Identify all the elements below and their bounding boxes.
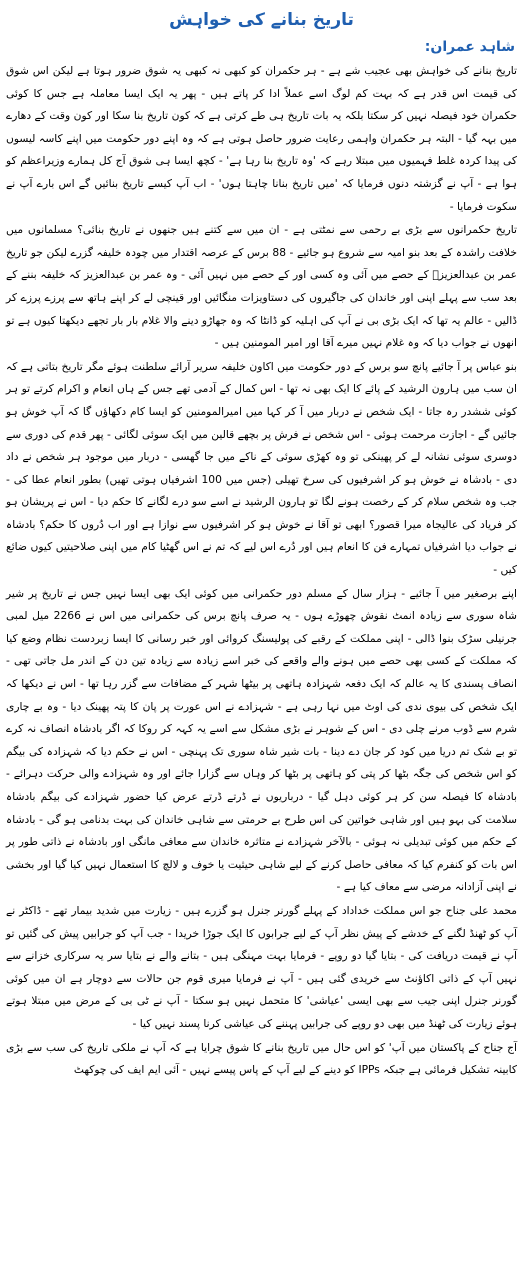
article-paragraph: تاریخ حکمرانوں سے بڑی بے رحمی سے نمٹتی ہے - ان میں سے کتنے ہیں جنھوں نے تاریخ بنائی؟ مسلمانوں میں خلافت راشدہ کے بعد بنو امیہ سے شروع ہو جائیے - 88 برس کے عرصہ اقتدار میں چودہ خلیفہ گزرے لیکن جو تاریخ عمر بن عبدالعزیزؒ کے حصے میں آئی وہ کسی اور کے حصے میں نہیں آئی - وہ عمر بن عبدالعزیز کہ خلیفہ بننے کے بعد سب سے پہلے اپنی اور خاندان کی جاگیروں کی دستاویزات منگائیں اور قینچی لے کر اپنے ہاتھ سے پرزے پرزے کر ڈالیں - عالم یہ تھا کہ ایک بڑی بی نے آپ کی اہلیہ کو ڈانٹا کہ وہ جھاڑو دینے والا غلام بار بار تجھے دیکھتا کیوں ہے تو انھوں نے جواب دیا کہ وہ غلام نہیں میرے آقا اور امیر المومنین ہیں - [6,223,518,350]
article-body [6,60,517,1082]
article-paragraph: اپنے برصغیر میں آ جائیے - ہزار سال کے مسلم دور حکمرانی میں کوئی ایک بھی ایسا نہیں جس نے تاریخ پر شیر شاہ سوری سے زیادہ انمٹ نقوش چھوڑے ہوں - یہ صرف پانچ برس کی حکمرانی میں اس نے 2266 میل لمبی جرنیلی سڑک بنوا ڈالی - اپنی مملکت کے رقبے کی پولیسنگ کروائی اور خبر رسانی کا ایسا زبردست نظام وضع کیا کہ مملکت کے کسی بھی حصے میں ہونے والے واقعے کی خبر اسے زیادہ سے زیادہ تین دن کے اندر مل جاتی تھی - انصاف پسندی کا یہ عالم کہ ایک دفعہ شہزادہ ہاتھی پر بیٹھا شہر کے مضافات سے گزر رہا تھا - اس نے دیکھا کہ ایک شخص کی بیوی ندی کی اوٹ میں نہا رہی ہے - شہزادے نے اس عورت پر پان کا پتہ پھینک دیا - وہ بے چاری شرم سے ڈوب مرنے چلی دی - اس کے شوہر نے بڑی مشکل سے اسے یہ کہہ کر روکا کہ اگر بادشاہ انصاف نہ کرے تو بے شک تم دریا میں کود کر جان دے دینا - بات شیر شاہ سوری تک پہنچی - اس نے حکم دیا کہ شہزادہ کی بیگم کو اس شخص کی جگہ بٹھا کر پتی کو ہاتھی پر بٹھا کر وہاں سے گزارا جائے اور وہ شہزادے والی حرکت دہرائے - بادشاہ کا فیصلہ سن کر ہر کوئی دہل گیا - درباریوں نے ڈرتے ڈرتے عرض کیا حضور شہزادے کی بیگم بادشاہ سلامت کی بہو ہیں اور شاہی خواتین کی اس طرح بے حرمتی سے شاہی خاندان کی بہت بدنامی ہو گی - بادشاہ کے حکم میں کوئی تبدیلی نہ ہوئی - بالآخر شہزادے نے متاثرہ خاندان سے معافی مانگی اور بادشاہ نے ذاتی طور پر اس بات کو کنفرم کیا کہ معافی حاصل کرنے کے لیے شاہی حیثیت یا خوف و لالچ کا استعمال نہیں کیا گیا اور بخشی نے اپنی آزادانہ مرضی سے معاف کیا ہے - [6,586,518,894]
article-paragraph: آج جناح کے پاکستان میں آپ' کو اس حال میں تاریخ بنانے کا شوق چرایا ہے کہ آپ نے ملکی تاریخ کی سب سے بڑی کابینہ تشکیل فرمائی ہے جبکہ IPPs کو دینے کے لیے آپ کے پاس پیسے نہیں - آئی ایم ایف کی چوکھٹ [6,1040,517,1077]
article-paragraph: تاریخ بنانے کی خواہش بھی عجیب شے ہے - ہر حکمران کو کبھی نہ کبھی یہ شوق ضرور ہوتا ہے لیکن اس شوق کی قیمت اس قدر ہے کہ بہت کم لوگ اسے عملاً ادا کر پاتے ہیں - پھر یہ ایک ایسا معاملہ ہے جس کا کوئی حکمران خود فیصلہ نہیں کر سکتا بلکہ یہ بات تاریخ ہی طے کرتی ہے کہ کون تاریخ بنا سکا اور کون وقت کے دھارے میں بہہ گیا - البتہ ہر حکمران واہمی رعایت ضرور حاصل ہوتی ہے کہ وہ اپنے دور حکومت میں اپنے کاسہ لیسوں کی پیدا کردہ غلط فہمیوں میں مبتلا رہے کہ 'وہ تاریخ بنا رہا ہے' - کچھ ایسا ہی شوق آج کل ہمارے وزیراعظم کو ہوا ہے - آپ نے گزشتہ دنوں فرمایا کہ 'میں تاریخ بنانا چاہتا ہوں' - اب آپ کیسے تاریخ بنائیں گے اس بارے آپ نے سکوت فرمایا - [6,64,517,213]
article-title: تاریخ بنانے کی خواہش [169,10,354,30]
author-byline: شاہد عمران: [424,39,515,55]
article-paragraph: بنو عباس پر آ جائیے پانچ سو برس کے دور حکومت میں اکاون خلیفہ سریر آرائے سلطنت ہوئے مگر تاریخ بتاتی ہے کہ ان سب میں ہارون الرشید کے پائے کا ایک بھی نہ تھا - اس کمال کے آدمی تھے جس کے ہاں انعام و اکرام کرتے تو ہر کوئی ششدر رہ جاتا - ایک شخص نے دربار میں آ کر کہا میں امیرالمومنین کو ایسا کام دکھاؤں گا کہ آپ خوش ہو جائیں گے - اجازت مرحمت ہوئی - اس شخص نے فرش پر بچھے قالین میں ایک سوئی لگائی - پھر قدم کی دوری سے دوسری سوئی نشانہ لے کر پھینکی تو وہ کھڑی سوئی کے ناکے میں جا گھسی - دربار میں موجود ہر شخص نے داد دی - بادشاہ نے خوش ہو کر اشرفیوں کی سرخ تھیلی (جس میں 100 اشرفیاں ہوتی تھیں) بطور انعام عطا کی - جب وہ شخص سلام کر کے رخصت ہونے لگا تو ہارون الرشید نے اسے سو درے لگانے کا حکم دیا - اس نے پریشان ہو کر فریاد کی عالیجاہ میرا قصور؟ ابھی تو آقا نے خوش ہو کر اشرفیوں سے نوازا ہے اور اب دُروں کا حکم؟ بادشاہ نے جواب دیا اشرفیاں تمہارے فن کا انعام ہیں اور دُرے اس لیے کہ تم نے اس گھٹیا کام میں اپنی صلاحیتیں کیوں ضائع کیں - [6,359,517,577]
article-paragraph: محمد علی جناح جو اس مملکت خداداد کے پہلے گورنر جنرل ہو گزرے ہیں - زیارت میں شدید بیمار تھے - ڈاکٹر نے آپ کو ٹھنڈ لگنے کے خدشے کے پیش نظر آپ کے لیے جرابوں کا ایک جوڑا خریدا - جب آپ کو جرابیں پیش کی گئیں تو آپ نے قیمت دریافت کی - بتایا گیا دو روپے - فرمایا بہت مہنگی ہیں - بتانے والے نے بتایا سر یہ سرکاری خزانے سے نہیں آپ کے ذاتی اکاؤنٹ سے خریدی گئی ہیں - آپ نے فرمایا میری قوم جن حالات سے دوچار ہے ان میں کوئی گورنر جنرل اپنی جیب سے بھی ایسی 'عیاشی' کا متحمل نہیں ہو سکتا - آپ نے ٹی بی کے مرض میں مبتلا ہوتے ہوئے زیارت کی ٹھنڈ میں بھی دو روپے کی جرابیں پہننے کی عیاشی کرنا پسند نہیں کیا - [6,903,517,1030]
